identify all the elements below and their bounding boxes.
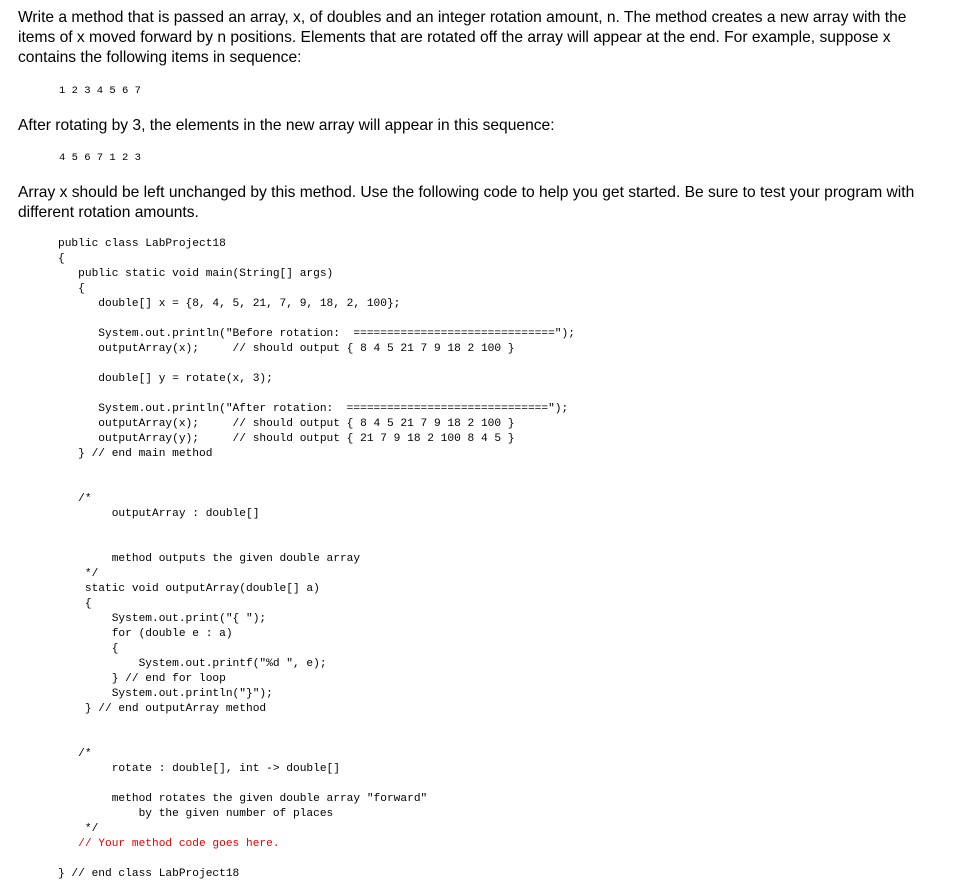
- code-line: [58, 522, 575, 537]
- code-line: } // end for loop: [58, 673, 226, 685]
- code-line: outputArray(x); // should output { 8 4 5 21 7 9 18 2 100 }: [58, 343, 515, 355]
- code-line: } // end main method: [58, 448, 213, 460]
- problem-intro: Write a method that is passed an array, x, of doubles and an integer rotation amount, n. The method creates a new array with the items of x moved forward by n positions. Elements that are rotated off the array will appear at the end. For example, suppose x contains the following items in sequence:: [18, 9, 907, 66]
- code-line: {: [58, 253, 65, 265]
- code-line: by the given number of places: [58, 808, 334, 820]
- code-line: outputArray : double[]: [58, 508, 260, 520]
- code-line: {: [58, 598, 92, 610]
- code-line: [58, 477, 575, 492]
- code-line: */: [58, 823, 99, 835]
- code-block: [58, 237, 575, 882]
- code-line: [58, 357, 575, 372]
- code-line: System.out.printf("%d ", e);: [58, 658, 327, 670]
- code-line: static void outputArray(double[] a): [58, 583, 320, 595]
- your-code-here-comment: // Your method code goes here.: [58, 838, 280, 850]
- code-line: for (double e : a): [58, 628, 233, 640]
- code-line: /*: [58, 748, 92, 760]
- code-line: [58, 717, 575, 732]
- code-line: System.out.print("{ ");: [58, 613, 267, 625]
- code-line: method outputs the given double array: [58, 553, 361, 565]
- code-line: public static void main(String[] args): [58, 268, 334, 280]
- sequence-after: 4 5 6 7 1 2 3: [59, 152, 141, 164]
- code-line: } // end class LabProject18: [58, 868, 240, 880]
- code-line: [58, 852, 575, 867]
- code-line: {: [58, 283, 85, 295]
- code-line: rotate : double[], int -> double[]: [58, 763, 340, 775]
- code-line: public class LabProject18: [58, 238, 226, 250]
- code-line: [58, 537, 575, 552]
- code-line: System.out.println("After rotation: ==============================");: [58, 403, 569, 415]
- code-line: double[] y = rotate(x, 3);: [58, 373, 273, 385]
- code-line: */: [58, 568, 99, 580]
- after-rotation-text: After rotating by 3, the elements in the new array will appear in this sequence:: [18, 117, 555, 134]
- code-line: System.out.println("Before rotation: ==============================");: [58, 328, 575, 340]
- code-line: System.out.println("}");: [58, 688, 273, 700]
- code-line: [58, 462, 575, 477]
- code-line: [58, 387, 575, 402]
- code-line: outputArray(x); // should output { 8 4 5 21 7 9 18 2 100 }: [58, 418, 515, 430]
- code-line: double[] x = {8, 4, 5, 21, 7, 9, 18, 2, 100};: [58, 298, 401, 310]
- code-line: [58, 777, 575, 792]
- instructions-text: Array x should be left unchanged by this method. Use the following code to help you get started. Be sure to test your program with different rotation amounts.: [18, 184, 915, 221]
- code-line: outputArray(y); // should output { 21 7 9 18 2 100 8 4 5 }: [58, 433, 515, 445]
- code-line: } // end outputArray method: [58, 703, 267, 715]
- code-line: [58, 732, 575, 747]
- code-line: {: [58, 643, 119, 655]
- code-line: /*: [58, 493, 92, 505]
- code-line: method rotates the given double array "forward": [58, 793, 428, 805]
- sequence-before: 1 2 3 4 5 6 7: [59, 85, 141, 97]
- code-line: [58, 312, 575, 327]
